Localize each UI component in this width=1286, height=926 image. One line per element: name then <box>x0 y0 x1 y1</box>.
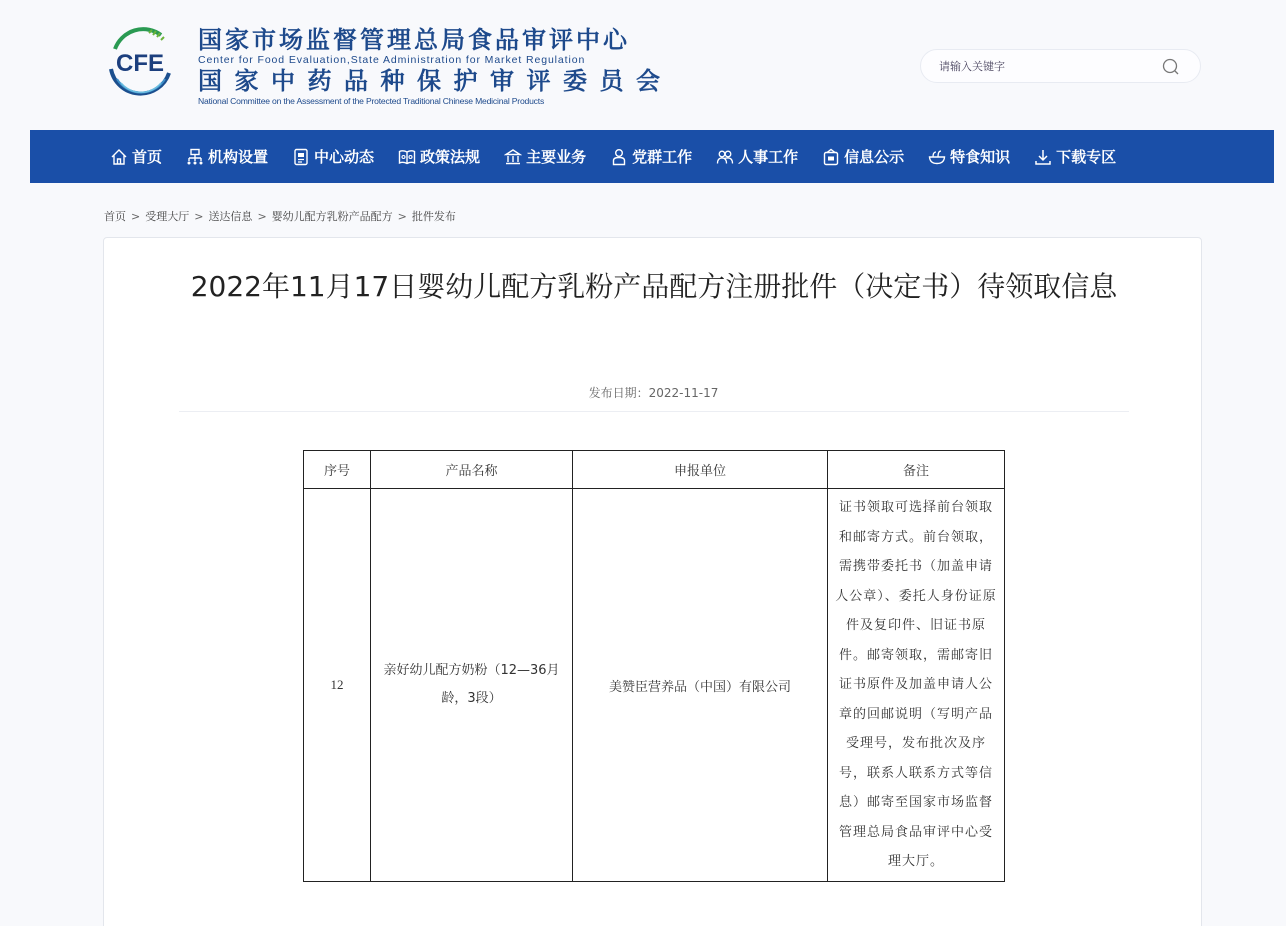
download-icon <box>1034 148 1052 166</box>
publish-date-value: 2022-11-17 <box>648 386 719 400</box>
nav-item-organization[interactable] <box>186 146 268 167</box>
cell-product-name: 亲好幼儿配方奶粉（12—36月龄，3段） <box>371 489 573 882</box>
site-title-cn-primary: 国家市场监督管理总局食品审评中心 <box>198 26 630 54</box>
nav-item-disclosure[interactable] <box>822 146 904 167</box>
site-title-cn-secondary: 国家中药品种保护审评委员会 <box>198 67 673 95</box>
bowl-icon <box>928 148 946 166</box>
home-icon <box>110 148 128 166</box>
cfe-logo-icon <box>103 25 177 99</box>
nav-item-home[interactable] <box>110 146 162 167</box>
article-card <box>103 237 1202 926</box>
org-chart-icon <box>186 148 204 166</box>
breadcrumb-approval-release[interactable]: 批件发布 <box>411 210 456 223</box>
breadcrumb-separator: > <box>194 209 204 223</box>
site-title-en-secondary: National Committee on the Assessment of the Protected Traditional Chinese Medicinal Products <box>198 96 545 106</box>
nav-label: 中心动态 <box>314 148 375 166</box>
breadcrumb-acceptance-hall[interactable]: 受理大厅 <box>145 210 190 223</box>
search-box <box>920 49 1201 83</box>
nav-item-party[interactable] <box>610 146 692 167</box>
nav-label: 党群工作 <box>632 148 693 166</box>
people-icon <box>716 148 734 166</box>
site-header <box>0 0 1286 128</box>
nav-item-policy[interactable] <box>398 146 480 167</box>
site-title-en-primary: Center for Food Evaluation,State Administration for Market Regulation <box>198 54 586 66</box>
breadcrumb-home[interactable]: 首页 <box>104 210 126 223</box>
cell-remarks: 证书领取可选择前台领取和邮寄方式。前台领取，需携带委托书（加盖申请人公章）、委托人身份证原件及复印件、旧证书原件。邮寄领取，需邮寄旧证书原件及加盖申请人公章的回邮说明（写明产品受理号，发布批次及序号，联系人联系方式等信息）邮寄至国家市场监督管理总局食品审评中心受理大厅。 <box>828 489 1005 882</box>
header-serial-no: 序号 <box>304 451 371 489</box>
nav-label: 主要业务 <box>526 148 587 166</box>
search-icon[interactable] <box>1162 58 1180 76</box>
nav-label: 人事工作 <box>738 148 799 166</box>
nav-item-news[interactable] <box>292 146 374 167</box>
search-input[interactable] <box>939 50 1159 82</box>
nav-label: 机构设置 <box>208 148 269 166</box>
nav-label: 特食知识 <box>950 148 1011 166</box>
publish-date <box>104 384 1203 401</box>
nav-item-download[interactable] <box>1034 146 1116 167</box>
divider <box>179 411 1129 412</box>
breadcrumb-separator: > <box>257 209 267 223</box>
book-icon <box>398 148 416 166</box>
publish-date-label: 发布日期： <box>588 386 649 400</box>
nav-item-special-food[interactable] <box>928 146 1010 167</box>
approval-table <box>303 450 1005 882</box>
cfe-logo[interactable] <box>103 25 177 99</box>
news-icon <box>292 148 310 166</box>
breadcrumb-infant-formula[interactable]: 婴幼儿配方乳粉产品配方 <box>271 210 393 223</box>
breadcrumb-separator: > <box>131 209 141 223</box>
table-row <box>304 489 1005 882</box>
nav-label: 首页 <box>132 148 163 166</box>
nav-item-business[interactable] <box>504 146 586 167</box>
bank-icon <box>504 148 522 166</box>
breadcrumb <box>104 208 456 224</box>
person-icon <box>610 148 628 166</box>
svg-text:CFE: CFE <box>116 50 164 77</box>
table-header-row <box>304 451 1005 489</box>
breadcrumb-separator: > <box>397 209 407 223</box>
header-remarks: 备注 <box>828 451 1005 489</box>
nav-label: 信息公示 <box>844 148 905 166</box>
main-nav <box>30 130 1274 183</box>
article-title: 2022年11月17日婴幼儿配方乳粉产品配方注册批件（决定书）待领取信息 <box>190 270 1118 303</box>
nav-label: 下载专区 <box>1056 148 1117 166</box>
nav-item-personnel[interactable] <box>716 146 798 167</box>
header-product-name: 产品名称 <box>371 451 573 489</box>
site-titles <box>198 26 673 106</box>
cell-serial-no: 12 <box>304 489 371 882</box>
header-applicant: 申报单位 <box>573 451 828 489</box>
cell-applicant: 美赞臣营养品（中国）有限公司 <box>573 489 828 882</box>
notice-icon <box>822 148 840 166</box>
nav-label: 政策法规 <box>420 148 481 166</box>
breadcrumb-delivery-info[interactable]: 送达信息 <box>208 210 253 223</box>
